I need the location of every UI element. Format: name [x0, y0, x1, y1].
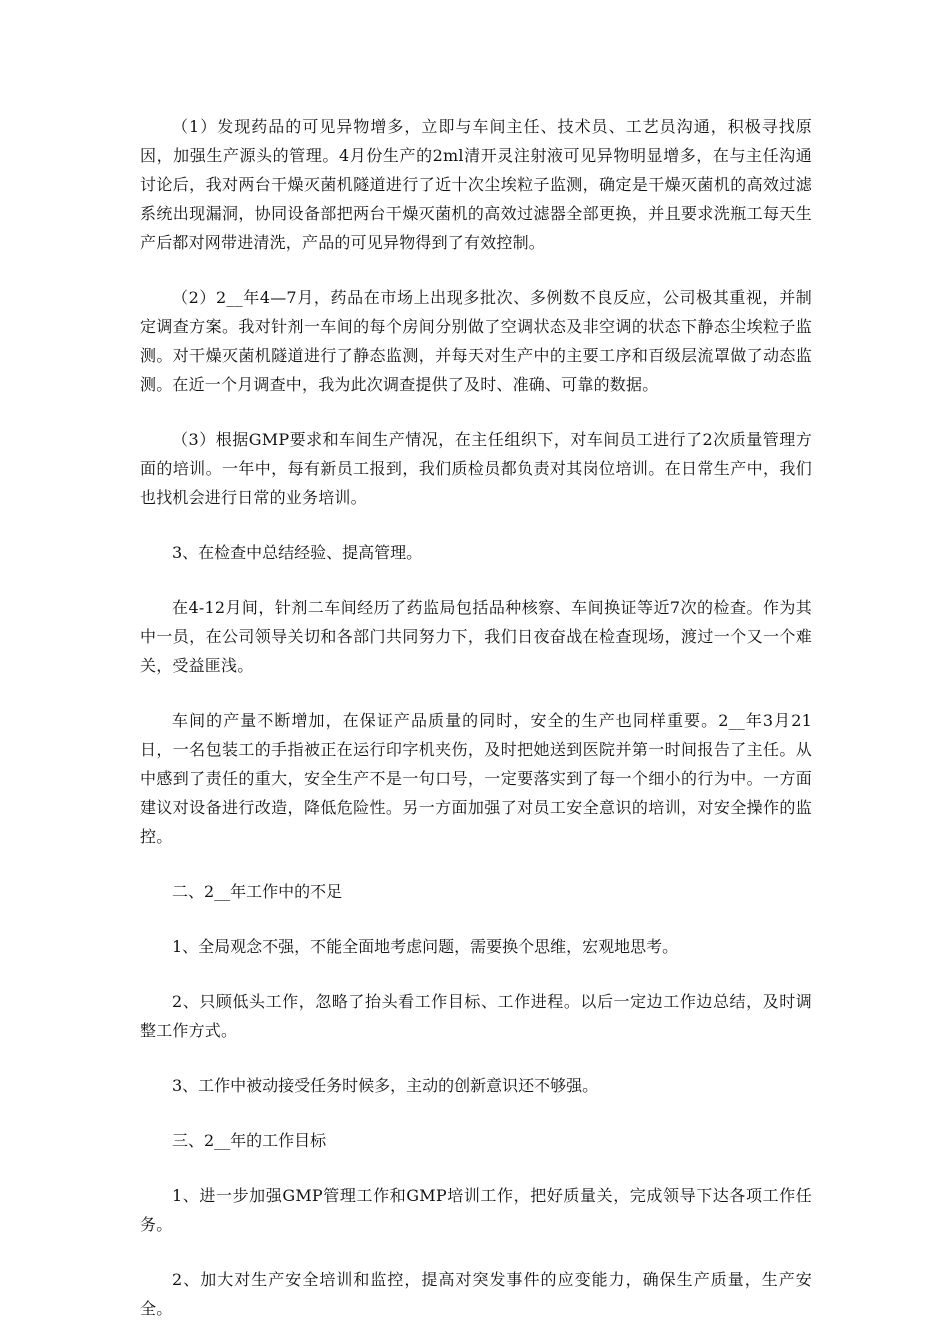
paragraph-adverse-reaction-investigation: （2）2__年4—7月，药品在市场上出现多批次、多例数不良反应，公司极其重视，并制定调查方案。我对针剂一车间的每个房间分别做了空调状态及非空调的状态下静态尘埃粒子监测。对干燥灭菌机隧道进行了静态监测，并每天对生产中的主要工序和百级层流罩做了动态监测。在近一个月调查中，我为此次调查提供了及时、准确、可靠的数据。: [140, 288, 812, 394]
shortcoming-item-2: 2、只顾低头工作，忽略了抬头看工作目标、工作进程。以后一定边工作边总结，及时调整工作方式。: [140, 992, 812, 1040]
paragraph-inspections: 在4-12月间，针剂二车间经历了药监局包括品种核察、车间换证等近7次的检查。作为其中一员，在公司领导关切和各部门共同努力下，我们日夜奋战在检查现场，渡过一个又一个难关，受益匪浅。: [140, 598, 812, 675]
shortcoming-item-1: 1、全局观念不强，不能全面地考虑问题，需要换个思维，宏观地思考。: [172, 937, 679, 956]
section-heading-shortcomings: 二、2__年工作中的不足: [172, 882, 343, 901]
section-heading-inspection: 3、在检查中总结经验、提高管理。: [172, 543, 423, 562]
paragraph-gmp-training: （3）根据GMP要求和车间生产情况，在主任组织下，对车间员工进行了2次质量管理方面的培训。一年中，每有新员工报到，我们质检员都负责对其岗位培训。在日常生产中，我们也找机会进行日常的业务培训。: [140, 430, 812, 507]
paragraph-visible-particles: （1）发现药品的可见异物增多，立即与车间主任、技术员、工艺员沟通，积极寻找原因，加强生产源头的管理。4月份生产的2ml清开灵注射液可见异物明显增多，在与主任沟通讨论后，我对两台干燥灭菌机隧道进行了近十次尘埃粒子监测，确定是干燥灭菌机的高效过滤系统出现漏洞，协同设备部把两台干燥灭菌机的高效过滤器全部更换，并且要求洗瓶工每天生产后都对网带进清洗，产品的可见异物得到了有效控制。: [140, 117, 812, 252]
section-heading-goals: 三、2__年的工作目标: [172, 1131, 327, 1150]
paragraph-production-safety: 车间的产量不断增加，在保证产品质量的同时，安全的生产也同样重要。2__年3月21日，一名包装工的手指被正在运行印字机夹伤，及时把她送到医院并第一时间报告了主任。从中感到了责任的重大，安全生产不是一句口号，一定要落实到了每一个细小的行为中。一方面建议对设备进行改造，降低危险性。另一方面加强了对员工安全意识的培训，对安全操作的监控。: [140, 711, 812, 846]
goal-item-2: 2、加大对生产安全培训和监控，提高对突发事件的应变能力，确保生产质量，生产安全。: [140, 1270, 812, 1318]
goal-item-1: 1、进一步加强GMP管理工作和GMP培训工作，把好质量关，完成领导下达各项工作任务。: [140, 1186, 812, 1234]
shortcoming-item-3: 3、工作中被动接受任务时候多，主动的创新意识还不够强。: [172, 1076, 599, 1095]
